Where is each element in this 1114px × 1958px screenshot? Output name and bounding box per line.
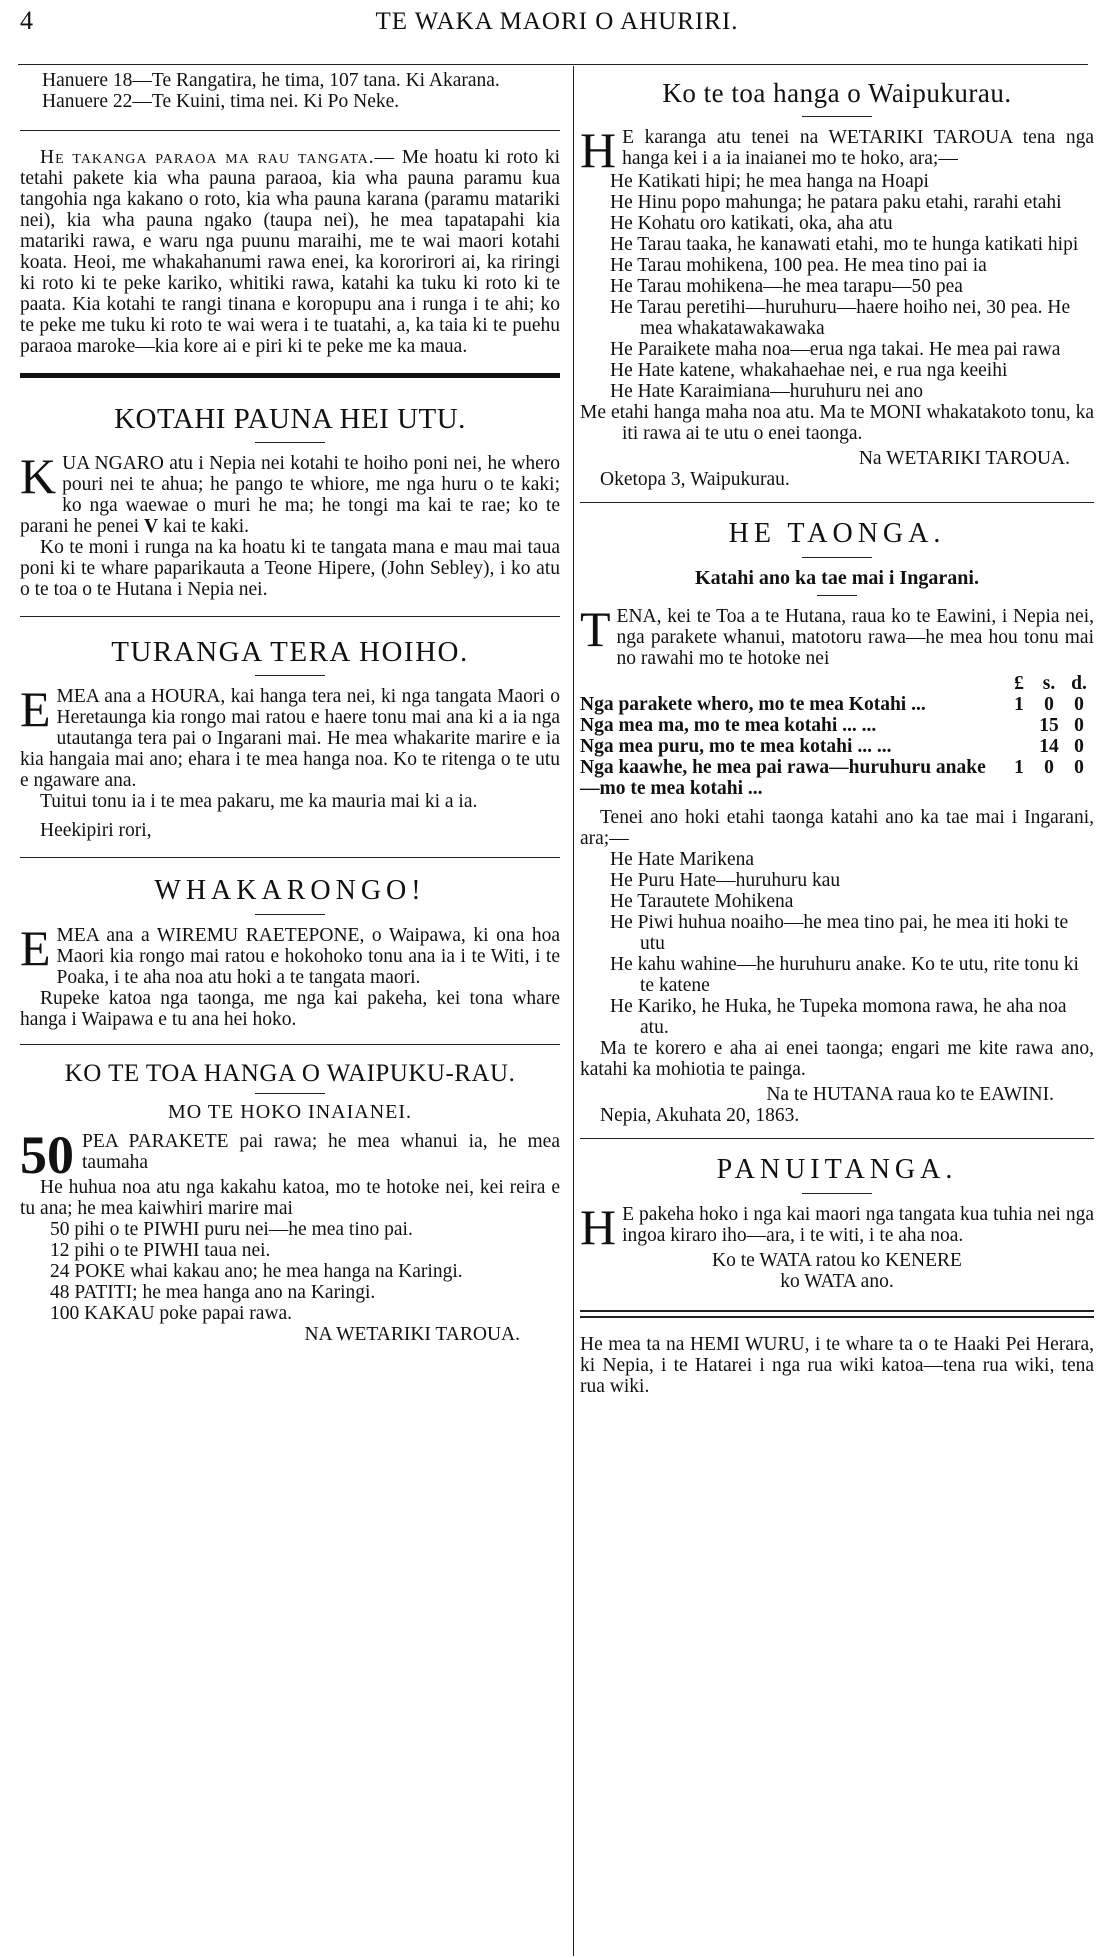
- rule: [580, 502, 1094, 503]
- lost-horse-heading: KOTAHI PAUNA HEI UTU.: [114, 403, 466, 435]
- recipe-article: [20, 147, 560, 357]
- goods-lead: ENA, kei te Toa a te Hutana, raua ko te Eawini, i Nepia nei, nga parakete whanui, matotoru rawa—he mea hou tonu mai no rawahi mo te hotoke nei: [616, 606, 1094, 669]
- shop-item: He Tarau mohikena, 100 pea. He mea tino pai ia: [610, 255, 987, 276]
- rule: [20, 857, 560, 858]
- short-rule: [255, 675, 325, 676]
- store-item: 50 pihi o te PIWHI puru nei—he mea tino pai.: [50, 1219, 413, 1240]
- saddle-repair: Tuitui tonu ia i te mea pakaru, me ka mauria mai ki a ia.: [40, 791, 478, 812]
- goods-date: Nepia, Akuhata 20, 1863.: [600, 1105, 800, 1126]
- lost-horse-body: UA NGARO atu i Nepia nei kotahi te hoiho poni nei, he whero pouri nei te ahua; he pango te whiore, me nga huru o te kaki; ko nga waewae o muri he ma; he tongi ma kai te rae; ko te parani he penei: [20, 453, 560, 537]
- page-number: 4: [20, 6, 33, 35]
- short-rule: [255, 442, 325, 443]
- price-row: [580, 736, 1094, 757]
- price-shillings: 14: [1039, 736, 1059, 757]
- recipe-heading: He takanga paraoa ma rau tangata.—: [40, 147, 396, 168]
- price-pence: 0: [1074, 736, 1084, 757]
- shop-item: He Kohatu oro katikati, oka, aha atu: [610, 213, 893, 234]
- pound-sign: £: [1014, 673, 1024, 694]
- pence-sign: d.: [1071, 673, 1087, 694]
- notice-signature: Ko te WATA ratou ko KENERE: [712, 1250, 962, 1271]
- goods-closing: Ma te korero e aha ai enei taonga; engari me kite rawa ano, katahi ka mohiotia te painga.: [580, 1038, 1094, 1080]
- price-label: Nga mea ma, mo te mea kotahi ... ...: [580, 715, 877, 736]
- store-lead: PEA PARAKETE pai rawa; he mea whanui ia, he mea taumaha: [82, 1131, 560, 1173]
- goods-item: He kahu wahine—he huruhuru anake. Ko te utu, rite tonu ki te katene: [610, 954, 1079, 996]
- short-rule: [802, 1193, 872, 1194]
- notice-body: E pakeha hoko i nga kai maori nga tangata kua tuhia nei nga ingoa kiraro iho—ara, i te witi, i te aha noa.: [622, 1204, 1094, 1246]
- shop-item: He Hate Karaimiana—huruhuru nei ano: [610, 381, 923, 402]
- shilling-sign: s.: [1042, 673, 1056, 694]
- listen-text: [20, 920, 560, 988]
- brand-mark: V: [143, 516, 159, 537]
- saddle-signature: Heekipiri rori,: [40, 820, 152, 841]
- shop-text: [580, 122, 1094, 178]
- store-signature: NA WETARIKI TAROUA.: [304, 1324, 520, 1345]
- price-shillings: 0: [1044, 694, 1054, 715]
- price-pence: 0: [1074, 694, 1084, 715]
- goods-subheading: Katahi ano ka tae mai i Ingarani.: [695, 567, 979, 589]
- rule: [20, 130, 560, 131]
- shop-date: Oketopa 3, Waipukurau.: [600, 469, 790, 490]
- drop-cap: H: [580, 1199, 617, 1255]
- shop-item: He Tarau peretihi—huruhuru—haere hoiho nei, 30 pea. He mea whakatawakawaka: [610, 297, 1071, 339]
- shop-item: He Hate katene, whakahaehae nei, e rua nga keeihi: [610, 360, 1008, 381]
- shop-item: He Hinu popo mahunga; he patara paku etahi, rarahi etahi: [610, 192, 1062, 213]
- drop-number: 50: [20, 1125, 74, 1185]
- goods-signature: Na te HUTANA raua ko te EAWINI.: [766, 1084, 1054, 1105]
- store-subheading: MO TE HOKO INAIANEI.: [167, 1101, 413, 1123]
- short-rule: [255, 1093, 325, 1094]
- shipping-line: Hanuere 22—Te Kuini, tima nei. Ki Po Neke.: [42, 91, 400, 112]
- listen-goods: Rupeke katoa nga taonga, me nga kai pakeha, kei tona whare hanga i Waipawa e tu ana hei hoko.: [20, 988, 560, 1030]
- shop-item: He Paraikete maha noa—erua nga takai. He mea pai rawa: [610, 339, 1061, 360]
- goods-item: He Piwi huhua noaiho—he mea tino pai, he mea iti hoki te utu: [610, 912, 1069, 954]
- price-shillings: 15: [1039, 715, 1059, 736]
- lost-horse-text: [20, 448, 560, 537]
- price-row: [580, 757, 1094, 799]
- shop-heading: Ko te toa hanga o Waipukurau.: [662, 78, 1012, 108]
- drop-cap: E: [20, 920, 51, 976]
- lost-horse-reward: Ko te moni i runga na ka hoatu ki te tangata mana e mau mai taua poni ki te whare paparikauta a Teone Hipere, (John Sebley), i ko atu o te toa o te Hutana i Nepia nei.: [20, 537, 560, 600]
- goods-item: He Kariko, he Huka, he Tupeka momona rawa, he aha noa atu.: [610, 996, 1067, 1038]
- lost-horse-body-end: kai te kaki.: [158, 516, 250, 537]
- rule: [20, 616, 560, 617]
- drop-cap: H: [580, 122, 617, 178]
- price-label: Nga parakete whero, mo te mea Kotahi ...: [580, 694, 926, 715]
- right-column: [580, 70, 1094, 1397]
- store-item: 48 PATITI; he mea hanga ano na Karingi.: [50, 1282, 376, 1303]
- price-label: Nga kaawhe, he mea pai rawa—huruhuru anake—mo te mea kotahi ...: [580, 757, 986, 799]
- goods-also: Tenei ano hoki etahi taonga katahi ano ka tae mai i Ingarani, ara;—: [580, 807, 1094, 849]
- shop-closing: Me etahi hanga maha noa atu. Ma te MONI whakatakoto tonu, ka iti rawa ai te utu o enei taonga.: [580, 402, 1094, 444]
- thick-rule: [20, 373, 560, 378]
- rule: [20, 1044, 560, 1045]
- goods-item: He Puru Hate—huruhuru kau: [610, 870, 841, 891]
- top-rule: [18, 64, 1088, 65]
- store-body: He huhua noa atu nga kakahu katoa, mo te hotoke nei, kei reira e tu ana; he mea kaiwhiri marire mai: [20, 1177, 560, 1219]
- drop-cap: E: [20, 681, 51, 737]
- shop-item: He Katikati hipi; he mea hanga na Hoapi: [610, 171, 929, 192]
- shop-signature: Na WETARIKI TAROUA.: [858, 448, 1070, 469]
- listen-body: MEA ana a WIREMU RAETEPONE, o Waipawa, ki ona hoa Maori kia rongo mai ratou e hokohoko tonu ana ia i te Witi, i te Poaka, i te aha noa atu hoki a te tangata maori.: [56, 925, 560, 988]
- shop-lead: E karanga atu tenei na WETARIKI TAROUA tena nga hanga kei i a ia inaianei mo te hoko, ara;—: [622, 127, 1094, 169]
- rule: [580, 1138, 1094, 1139]
- short-rule: [255, 914, 325, 915]
- left-column: [20, 70, 560, 1345]
- store-heading: KO TE TOA HANGA O WAIPUKU-RAU.: [64, 1060, 516, 1087]
- goods-heading: HE TAONGA.: [728, 518, 946, 549]
- store-item: 12 pihi o te PIWHI taua nei.: [50, 1240, 271, 1261]
- goods-item: He Hate Marikena: [610, 849, 755, 870]
- short-rule: [802, 116, 872, 117]
- recipe-body: Me hoatu ki roto ki tetahi pakete kia wha pauna paraoa, kia wha pauna paramu kua tangohia nga kakano o roto, kia wha pauna karana (paramu matariki nei), kia wha pauna ngako (taupa nei), he mea tapatapahi kia matariki rawa, e waru nga puunu maraihi, me te wai maori kotahi koata. Heoi, me whakahanumi rawa enei, ka kororirori ai, ka riringi ki roto ki te peke kariko, whitiki rawa, katahi ka tuku ki roto ki te paata. Kia kotahi te rangi tinana e koropupu ana i runga i te ahi; ko te peke me tuku ki roto te wai wera i te tuatahi, a, ka taia ki te puehu paraoa maroke—kia kore ai e piri ki te peke me ka maua.: [20, 147, 560, 357]
- notice-heading: PANUITANGA.: [716, 1154, 958, 1185]
- goods-item: He Tarautete Mohikena: [610, 891, 794, 912]
- running-head: TE WAKA MAORI O AHURIRI.: [375, 8, 739, 35]
- price-pounds: 1: [1014, 757, 1024, 778]
- store-item: 24 POKE whai kakau ano; he mea hanga na Karingi.: [50, 1261, 463, 1282]
- saddle-text: [20, 681, 560, 791]
- short-rule: [817, 595, 857, 596]
- drop-cap: K: [20, 448, 57, 504]
- price-label: Nga mea puru, mo te mea kotahi ... ...: [580, 736, 892, 757]
- price-row: [580, 694, 1094, 715]
- price-pounds: 1: [1014, 694, 1024, 715]
- printer-imprint: He mea ta na HEMI WURU, i te whare ta o te Haaki Pei Herara, ki Nepia, i te Hatarei i nga rua wiki katoa—tena rua wiki, tena rua wiki.: [580, 1334, 1094, 1397]
- price-header: [580, 673, 1094, 694]
- saddle-heading: TURANGA TERA HOIHO.: [111, 636, 469, 668]
- price-pence: 0: [1074, 757, 1084, 778]
- column-divider: [573, 66, 574, 1956]
- saddle-body: MEA ana a HOURA, kai hanga tera nei, ki nga tangata Maori o Heretaunga kia rongo mai ratou e haere tonu mai ana ki a ia nga utautanga tera pai o Ingarani mai. He mea whakarite marire e ia kia hangaia mai ano; ehara i te mea hanga noa. Ko te ritenga o te utu e ngaware ana.: [20, 686, 560, 791]
- shop-item: He Tarau taaka, he kanawati etahi, mo te hunga katikati hipi: [610, 234, 1079, 255]
- price-shillings: 0: [1044, 757, 1054, 778]
- shipping-line: Hanuere 18—Te Rangatira, he tima, 107 tana. Ki Akarana.: [42, 70, 500, 91]
- notice-signature: ko WATA ano.: [780, 1271, 894, 1292]
- price-pence: 0: [1074, 715, 1084, 736]
- listen-heading: WHAKARONGO!: [154, 875, 426, 906]
- shop-item: He Tarau mohikena—he mea tarapu—50 pea: [610, 276, 963, 297]
- drop-cap: T: [580, 601, 611, 657]
- store-item: 100 KAKAU poke papai rawa.: [50, 1303, 293, 1324]
- notice-text: [580, 1199, 1094, 1255]
- store-text: [20, 1125, 560, 1185]
- goods-text: [580, 601, 1094, 669]
- short-rule: [802, 557, 872, 558]
- price-row: [580, 715, 1094, 736]
- double-rule: [580, 1310, 1094, 1318]
